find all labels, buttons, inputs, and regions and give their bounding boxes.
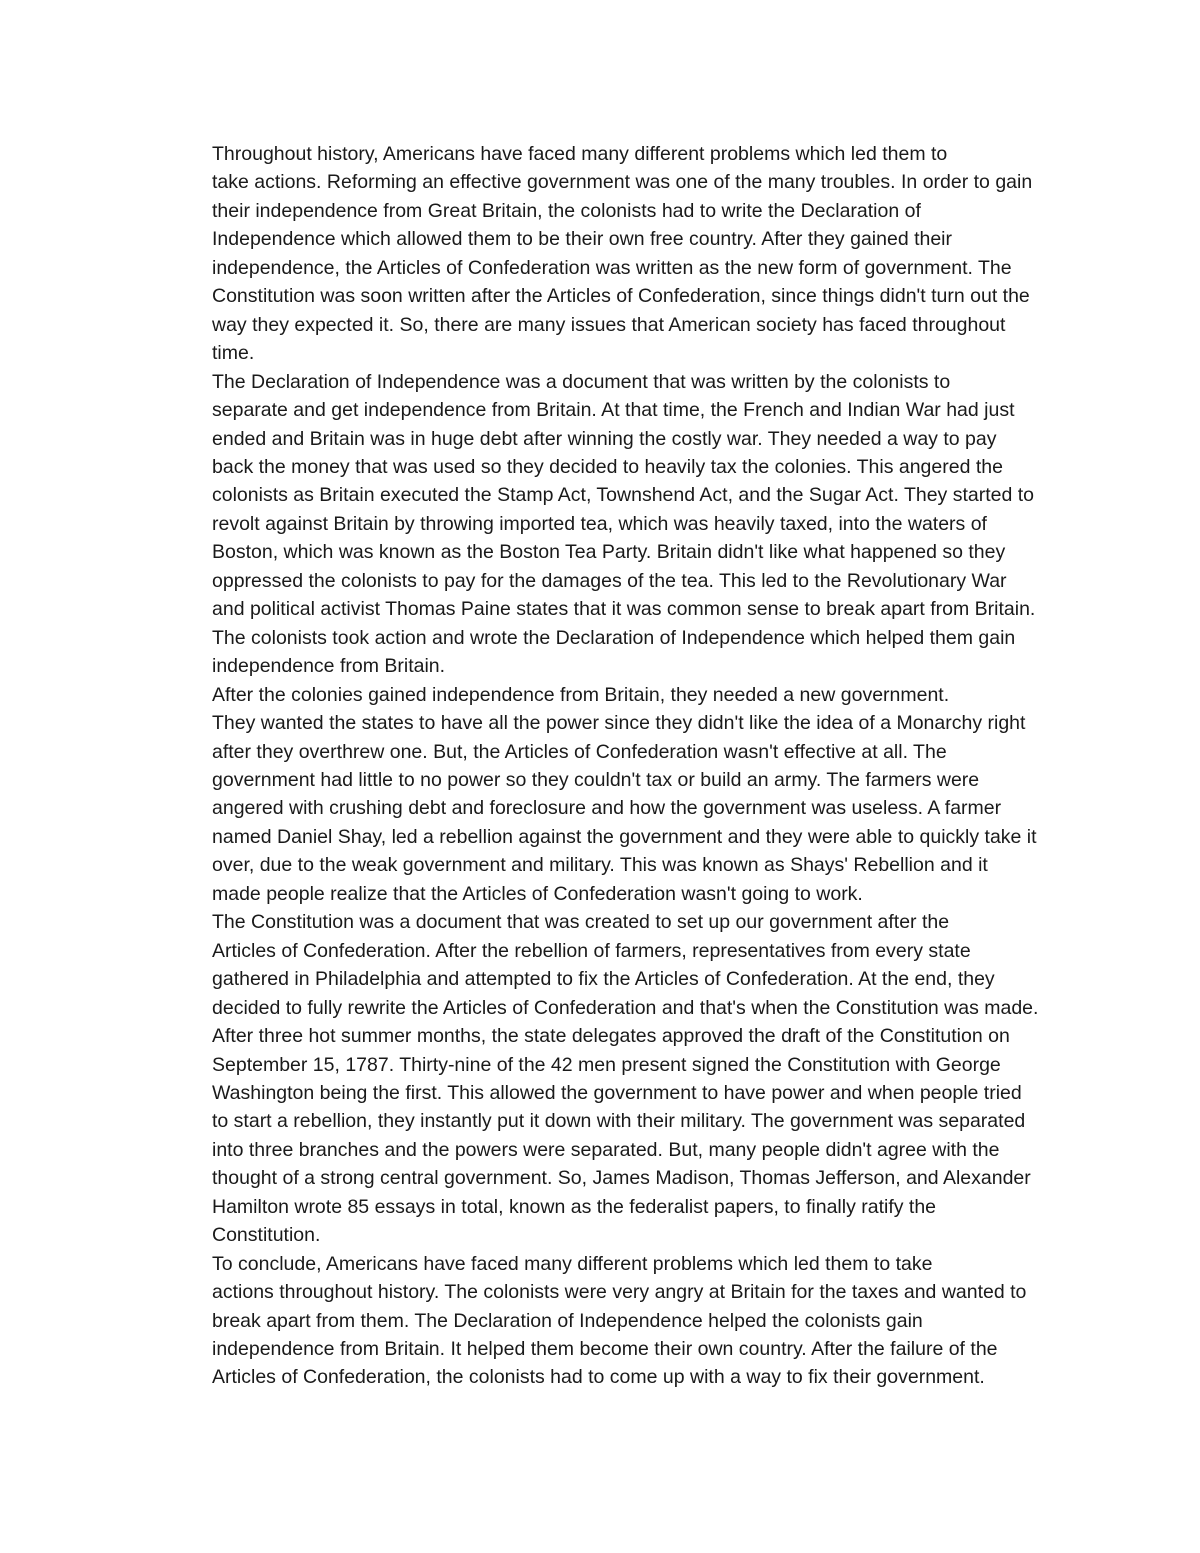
paragraph-line: independence from Britain.: [212, 655, 446, 678]
paragraph-line: The Declaration of Independence was a document that was written by the colonists to: [212, 370, 951, 393]
essay-paragraph: [142, 140, 1054, 368]
paragraph-line: their independence from Great Britain, the colonists had to write the Declaration of: [212, 199, 921, 222]
essay-paragraph: [142, 681, 1054, 909]
paragraph-line: Throughout history, Americans have faced many different problems which led them to: [212, 143, 948, 165]
paragraph-line: To conclude, Americans have faced many different problems which led them to take: [212, 1252, 933, 1275]
paragraph-line: Constitution.: [212, 1224, 321, 1247]
paragraph-line: colonists as Britain executed the Stamp Act, Townshend Act, and the Sugar Act. They started to: [212, 484, 1035, 507]
paragraph-line: Independence which allowed them to be their own free country. After they gained their: [212, 228, 953, 251]
paragraph-line: The Constitution was a document that was created to set up our government after the: [212, 911, 950, 934]
paragraph-line: gathered in Philadelphia and attempted to fix the Articles of Confederation. At the end, they: [212, 968, 995, 991]
paragraph-line: angered with crushing debt and foreclosure and how the government was useless. A farmer: [212, 797, 1002, 820]
paragraph-line: Constitution was soon written after the Articles of Confederation, since things didn't turn out the: [212, 285, 1030, 308]
paragraph-line: Articles of Confederation. After the rebellion of farmers, representatives from every state: [212, 939, 971, 962]
paragraph-line: actions throughout history. The colonists were very angry at Britain for the taxes and wanted to: [212, 1281, 1027, 1304]
paragraph-line: The colonists took action and wrote the Declaration of Independence which helped them gain: [212, 626, 1016, 649]
paragraph-line: After three hot summer months, the state delegates approved the draft of the Constitution on: [212, 1025, 1010, 1048]
paragraph-line: ended and Britain was in huge debt after winning the costly war. They needed a way to pay: [212, 427, 997, 450]
paragraph-line: over, due to the weak government and military. This was known as Shays' Rebellion and it: [212, 854, 988, 877]
paragraph-line: take actions. Reforming an effective government was one of the many troubles. In order to gain: [212, 171, 1033, 194]
paragraph-line: revolt against Britain by throwing imported tea, which was heavily taxed, into the waters of: [212, 512, 987, 535]
paragraph-line: separate and get independence from Britain. At that time, the French and Indian War had just: [212, 399, 1015, 422]
paragraph-line: named Daniel Shay, led a rebellion against the government and they were able to quickly take it: [212, 825, 1037, 848]
paragraph-line: government had little to no power so they couldn't tax or build an army. The farmers were: [212, 768, 980, 791]
paragraph-line: Boston, which was known as the Boston Tea Party. Britain didn't like what happened so they: [212, 541, 1006, 564]
paragraph-line: Washington being the first. This allowed the government to have power and when people tried: [212, 1081, 1022, 1104]
paragraph-line: to start a rebellion, they instantly put it down with their military. The government was separated: [212, 1110, 1026, 1133]
paragraph-line: break apart from them. The Declaration of Independence helped the colonists gain: [212, 1309, 923, 1332]
paragraph-line: After the colonies gained independence from Britain, they needed a new government.: [212, 683, 950, 706]
paragraph-line: thought of a strong central government. So, James Madison, Thomas Jefferson, and Alexander: [212, 1167, 1031, 1190]
essay-paragraph: [142, 908, 1054, 1249]
paragraph-line: and political activist Thomas Paine states that it was common sense to break apart from Britain.: [212, 598, 1036, 621]
paragraph-line: oppressed the colonists to pay for the damages of the tea. This led to the Revolutionary War: [212, 569, 1007, 592]
paragraph-line: time.: [212, 342, 255, 365]
paragraph-line: September 15, 1787. Thirty-nine of the 42 men present signed the Constitution with George: [212, 1053, 1001, 1076]
paragraph-line: Articles of Confederation, the colonists had to come up with a way to fix their government.: [212, 1366, 985, 1389]
essay-paragraph: [142, 1250, 1054, 1392]
paragraph-line: decided to fully rewrite the Articles of Confederation and that's when the Constitution was made.: [212, 996, 1039, 1019]
paragraph-line: made people realize that the Articles of Confederation wasn't going to work.: [212, 882, 863, 905]
paragraph-line: They wanted the states to have all the power since they didn't like the idea of a Monarchy right: [212, 712, 1026, 735]
essay-body: [142, 140, 1054, 1392]
paragraph-line: way they expected it. So, there are many issues that American society has faced throughout: [212, 313, 1006, 336]
paragraph-line: after they overthrew one. But, the Articles of Confederation wasn't effective at all. The: [212, 740, 947, 763]
paragraph-line: independence from Britain. It helped them become their own country. After the failure of the: [212, 1338, 998, 1361]
paragraph-line: Hamilton wrote 85 essays in total, known as the federalist papers, to finally ratify the: [212, 1195, 937, 1218]
essay-paragraph: [142, 368, 1054, 681]
paragraph-line: into three branches and the powers were separated. But, many people didn't agree with the: [212, 1138, 1000, 1161]
paragraph-line: back the money that was used so they decided to heavily tax the colonies. This angered the: [212, 455, 1003, 478]
paragraph-line: independence, the Articles of Confederation was written as the new form of government. The: [212, 256, 1012, 279]
